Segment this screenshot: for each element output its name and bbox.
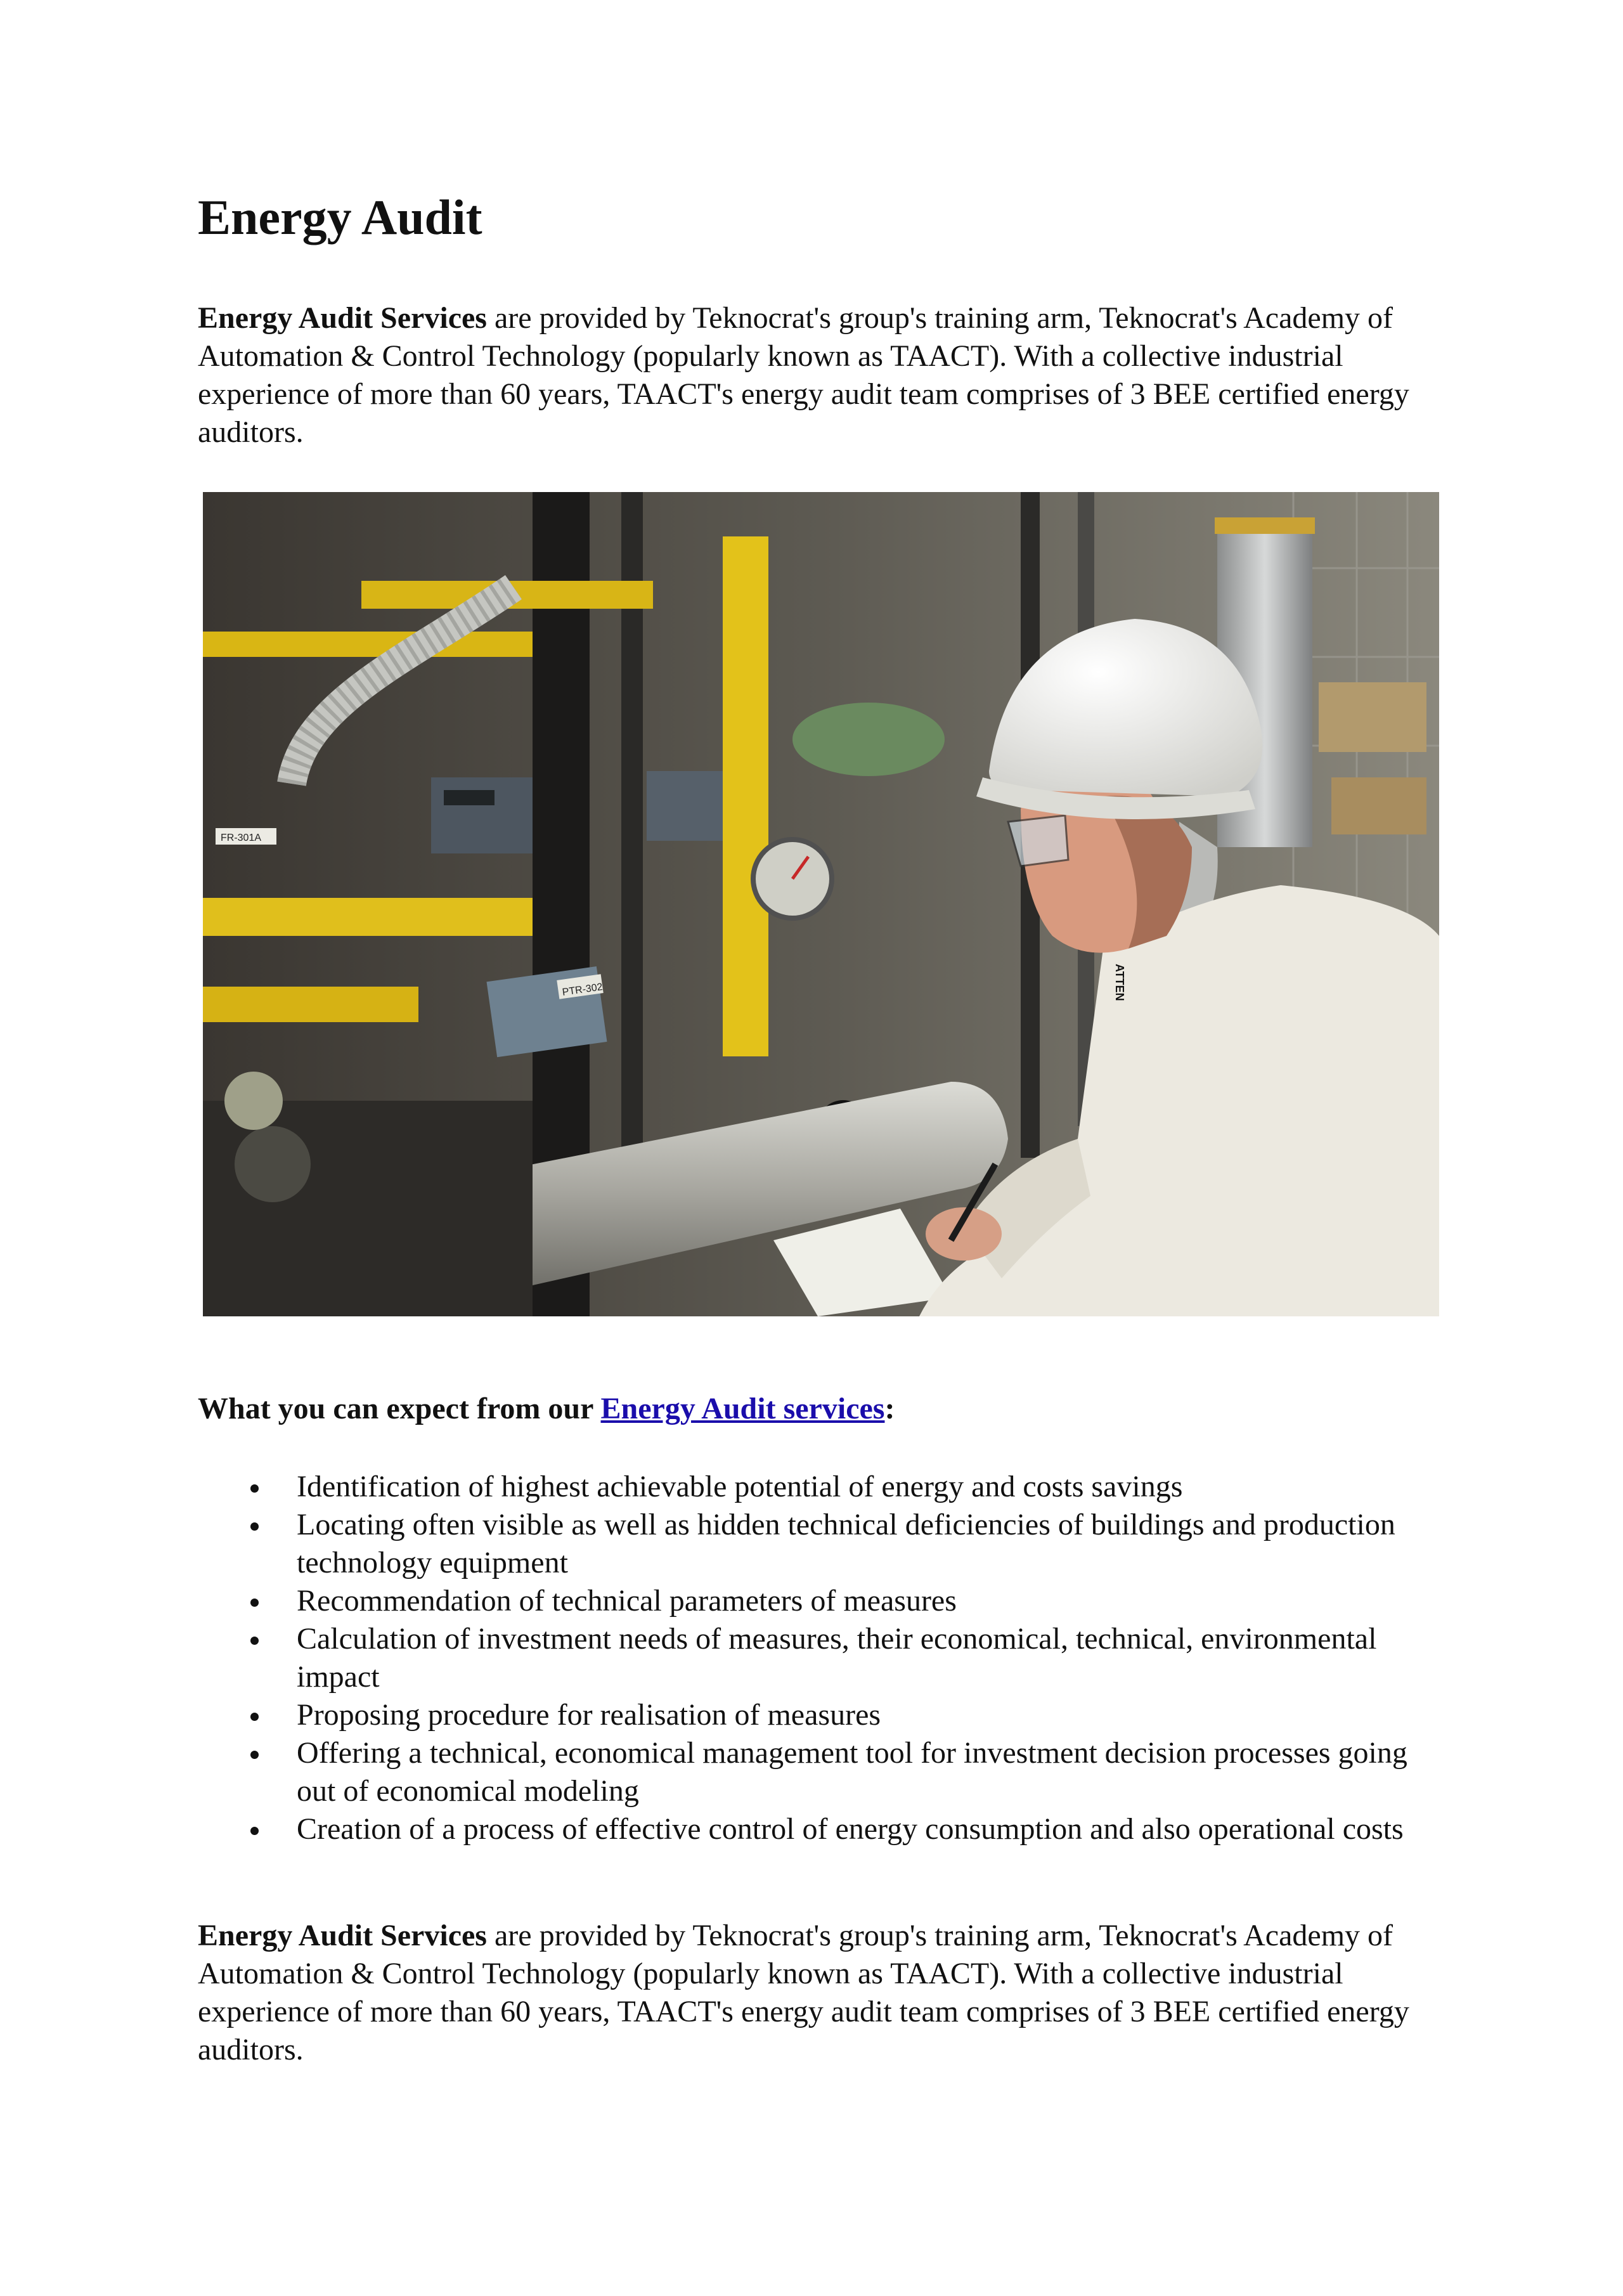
outro-paragraph — [198, 1917, 1453, 2069]
expectations-list — [198, 1468, 1453, 1848]
outro-bold-term: Energy Audit Services — [198, 1919, 487, 1952]
list-item — [198, 1468, 1453, 1506]
expectations-suffix: : — [884, 1392, 895, 1425]
list-item — [198, 1696, 1453, 1734]
list-item — [198, 1582, 1453, 1620]
list-item-text: Creation of a process of effective control of energy consumption and also operational costs — [297, 1812, 1404, 1846]
bullet-icon — [250, 1484, 259, 1493]
list-item-text: Calculation of investment needs of measures, their economical, technical, environmental impact — [297, 1622, 1377, 1694]
bullet-icon — [250, 1751, 259, 1759]
bullet-icon — [250, 1827, 259, 1835]
expectations-prefix: What you can expect from our — [198, 1392, 601, 1425]
list-item-text: Recommendation of technical parameters of measures — [297, 1584, 957, 1618]
auditor-photo — [203, 492, 1439, 1316]
page-title: Energy Audit — [198, 190, 482, 245]
list-item-text: Identification of highest achievable potential of energy and costs savings — [297, 1470, 1183, 1503]
list-item-text: Offering a technical, economical management tool for investment decision processes going out of economical modeling — [297, 1736, 1407, 1808]
photo-label-2: PTR-302 — [561, 982, 604, 998]
list-item — [198, 1810, 1453, 1848]
photo-label-3: ATTEN — [1113, 964, 1126, 1001]
list-item — [198, 1620, 1453, 1696]
list-item-text: Locating often visible as well as hidden technical deficiencies of buildings and production technology equipment — [297, 1508, 1395, 1579]
list-item — [198, 1734, 1453, 1810]
bullet-icon — [250, 1522, 259, 1531]
bullet-icon — [250, 1599, 259, 1607]
outro-text: are provided by Teknocrat's group's training arm, Teknocrat's Academy of Automation & Control Technology (popularly known as TAACT). With a collective industrial experience of more than 60 years, TAACT's energy audit team comprises of 3 BEE certified energy auditors. — [198, 1919, 1409, 2066]
intro-text: are provided by Teknocrat's group's training arm, Teknocrat's Academy of Automation & Control Technology (popularly known as TAACT). With a collective industrial experience of more than 60 years, TAACT's energy audit team comprises of 3 BEE certified energy auditors. — [198, 301, 1409, 449]
photo-label-1: FR-301A — [221, 833, 262, 843]
expectations-heading — [198, 1390, 895, 1428]
intro-bold-term: Energy Audit Services — [198, 301, 487, 335]
list-item-text: Proposing procedure for realisation of measures — [297, 1698, 881, 1732]
energy-audit-services-link[interactable]: Energy Audit services — [600, 1392, 885, 1425]
list-item — [198, 1506, 1453, 1582]
intro-paragraph — [198, 299, 1453, 451]
bullet-icon — [250, 1713, 259, 1721]
bullet-icon — [250, 1637, 259, 1645]
